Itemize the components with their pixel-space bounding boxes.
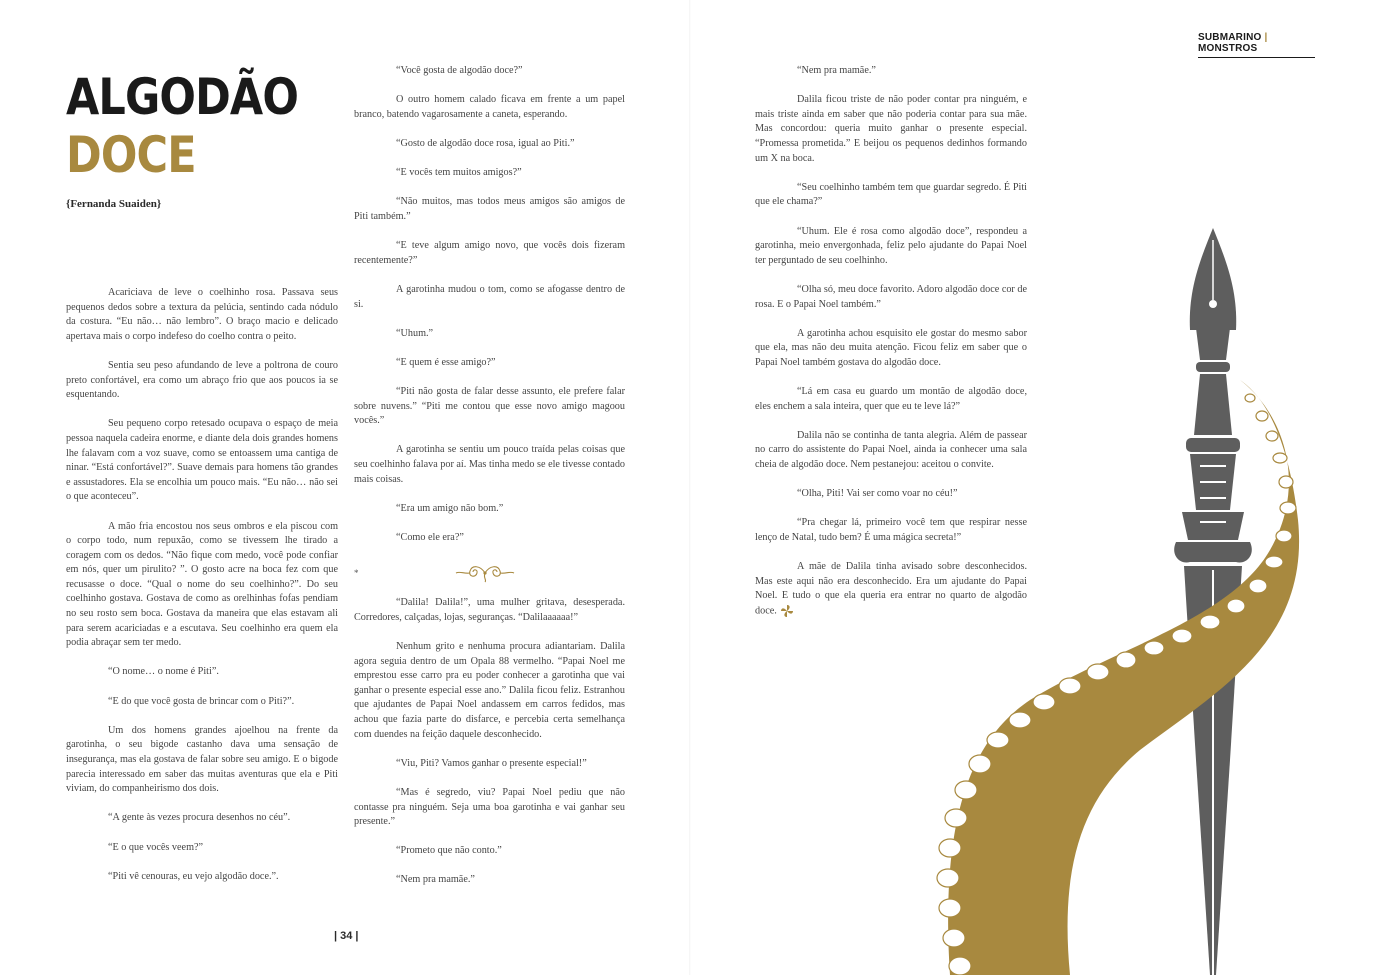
paragraph: A garotinha mudou o tom, como se afogasse dentro de si. (354, 283, 625, 310)
paragraph: “E teve algum amigo novo, que vocês dois fizeram recentemente?” (354, 240, 625, 266)
paragraph: A mão fria encostou nos seus ombros e ela piscou com o corpo todo, num repuxão, como se tivessem lhe tirado a coragem com os dedos. “Não fique com medo, você pode confiar em nós, quer um pirulito? ”. O gosto acre na boca fez com que recusasse o doce. “Qual o nome do seu coelhinho?”. Do seu coelhinho gostava. Gostava de como as orelhinhas fofas pendiam no seu rosto sem boca. Gostava da maneira que elas estavam ali para serem acariciadas e a escutava. Seu coelhinho era quem ela podia abraçar sem ter medo. (66, 520, 338, 649)
paragraph: “Pra chegar lá, primeiro você tem que respirar nesse lenço de Natal, tudo bem? É uma mágica secreta!” (755, 517, 1027, 543)
paragraph: “Prometo que não conto.” (396, 845, 502, 857)
paragraph: “Lá em casa eu guardo um montão de algodão doce, eles enchem a sala inteira, quer que eu te leve lá?” (755, 386, 1027, 412)
paragraph: “Não muitos, mas todos meus amigos são amigos de Piti também.” (354, 196, 625, 222)
paragraph: “Era um amigo não bom.” (396, 502, 504, 514)
paragraph: A garotinha achou esquisito ele gostar do mesmo sabor que ela, mas não deu muita atenção. Ficou feliz em saber que o Papai Noel também gostava do algodão doce. (755, 327, 1027, 368)
title-line-2: DOCE (66, 126, 196, 184)
page-gutter (689, 0, 691, 975)
paragraph: “Uhum. Ele é rosa como algodão doce”, respondeu a garotinha, meio envergonhada, feliz pelo ajudante do Papai Noel ter perguntado de seu coelhinho. (755, 225, 1027, 266)
paragraph: “Uhum.” (396, 327, 434, 339)
text-column-1 (66, 286, 338, 899)
paragraph: Nenhum grito e nenhuma procura adiantariam. Dalila agora seguia dentro de um Opala 88 vermelho. “Papai Noel me emprestou esse carro pra eu poder conhecer a garotinha que vai ganhar o presente especial esse ano.” Dalila ficou feliz. Estranhou que ajudantes de Papai Noel andassem em carros fedidos, mas achou que fazia parte do disfarce, e percebia certa semelhança com duendes na feição daquele desconhecido. (354, 640, 625, 740)
paragraph: “Você gosta de algodão doce?” (396, 65, 523, 76)
paragraph: “Viu, Piti? Vamos ganhar o presente especial!” (396, 757, 587, 769)
paragraph: “Nem pra mamãe.” (797, 65, 876, 76)
section-ornament (354, 560, 625, 586)
page-number-left: | 34 | (334, 930, 359, 942)
header-magazine: SUBMARINO (1198, 32, 1262, 43)
paragraph: Seu pequeno corpo retesado ocupava o espaço de meia pessoa naquela cadeira enorme, e diante dela dois grandes homens lhe falavam com a voz suave, como se entoassem uma cantiga de ninar. “Está confortável?”. Suave demais para homens tão grandes e assustadores. Ela se encolhia um pouco mais. “Eu não… não sei o que aconteceu”. (66, 418, 338, 503)
paragraph: “Mas é segredo, viu? Papai Noel pediu que não contasse pra ninguém. Seja uma boa garotinha e vai ganhar seu presente.” (354, 786, 625, 828)
paragraph: “E do que você gosta de brincar com o Piti?”. (108, 695, 295, 707)
paragraph: O outro homem calado ficava em frente a um papel branco, batendo vagarosamente a caneta, esperando. (354, 94, 625, 120)
paragraph: “Piti vê cenouras, eu vejo algodão doce.”. (108, 870, 279, 882)
paragraph: Dalila ficou triste de não poder contar pra ninguém, e mais triste ainda em saber que não poderia contar para sua mãe. Mas concordou: queria muito ganhar o presente especial. “Promessa prometida.” E beijou os pequenos dedinhos formando um X na boca. (755, 94, 1027, 164)
column-2-part-a (354, 64, 625, 546)
text-column-2 (354, 64, 625, 903)
article-title (66, 68, 326, 184)
ornament-star: * (354, 567, 359, 578)
paragraph: “A gente às vezes procura desenhos no céu”. (108, 812, 291, 824)
paragraph: “Olha, Piti! Vai ser como voar no céu!” (797, 488, 958, 500)
paragraph: “Como ele era?” (396, 532, 464, 543)
paragraph: “Seu coelhinho também tem que guardar segredo. É Piti que ele chama?” (755, 181, 1027, 208)
pen-nib-icon (1190, 228, 1236, 360)
title-line-1: ALGODÃO (66, 68, 299, 126)
paragraph: Dalila não se continha de tanta alegria. Além de passear no carro do assistente do Papai Noel, ainda ia conhecer uma sala cheia de algodão doce. Nem pestanejou: aceitou o convite. (755, 429, 1027, 471)
paragraph: Um dos homens grandes ajoelhou na frente da garotinha, o seu bigode castanho dava uma sensação de insegurança, mas ela gostava de falar sobre seu amigo. E o bigode parecia interessado em saber das muitas aventuras que ela e Piti viviam, do companheirismo dos dois. (66, 724, 338, 795)
header-separator: | (1264, 32, 1268, 43)
paragraph: “Gosto de algodão doce rosa, igual ao Piti.” (396, 137, 575, 149)
tentacle-icon (937, 380, 1299, 975)
paragraph: A mãe de Dalila tinha avisado sobre desconhecidos. Mas este aqui não era desconhecido. Era um ajudante do Papai Noel. E tudo o que ela queria era entrar no quarto de algodão doce. (755, 561, 1027, 617)
author-byline: {Fernanda Suaiden} (66, 198, 162, 210)
header-section: MONSTROS (1198, 43, 1258, 54)
paragraph: “E o que vocês veem?” (108, 841, 204, 853)
paragraph: “Piti não gosta de falar desse assunto, ele prefere falar sobre nuvens.” “Piti me contou que esse novo amigo magoou vocês.” (354, 386, 625, 427)
paragraph: “O nome… o nome é Piti”. (108, 666, 219, 678)
paragraph: “E vocês tem muitos amigos?” (396, 167, 522, 179)
paragraph: “Olha só, meu doce favorito. Adoro algodão doce cor de rosa. E o Papai Noel também.” (755, 283, 1027, 310)
paragraph: “Dalila! Dalila!”, uma mulher gritava, desesperada. Corredores, calçadas, lojas, seguranças. “Dalilaaaaaa!” (354, 597, 625, 623)
pen-tentacle-illustration (900, 220, 1300, 975)
paragraph: A garotinha se sentiu um pouco traída pelas coisas que seu coelhinho falava por aí. Mas tinha medo se ele tivesse contado mais coisas. (354, 444, 626, 485)
paragraph: “E quem é esse amigo?” (396, 356, 496, 368)
paragraph: Acariciava de leve o coelhinho rosa. Passava seus pequenos dedos sobre a textura da pelúcia, sentindo cada nódulo da costura. “Eu não… não lembro”. O braço macio e delicado apertava mais o corpo indefeso do coelho contra o peito. (66, 287, 338, 342)
paragraph: Sentia seu peso afundando de leve a poltrona de couro preto confortável, era como um abraço frio que aos poucos ia se esquentando. (66, 359, 338, 401)
dagger-handle-icon (1174, 362, 1252, 563)
end-mark-pinwheel-icon (780, 604, 794, 618)
paragraph: “Nem pra mamãe.” (396, 874, 475, 886)
running-header (1198, 32, 1315, 58)
column-2-part-b (354, 596, 625, 888)
flourish-ornament-icon (454, 562, 516, 584)
